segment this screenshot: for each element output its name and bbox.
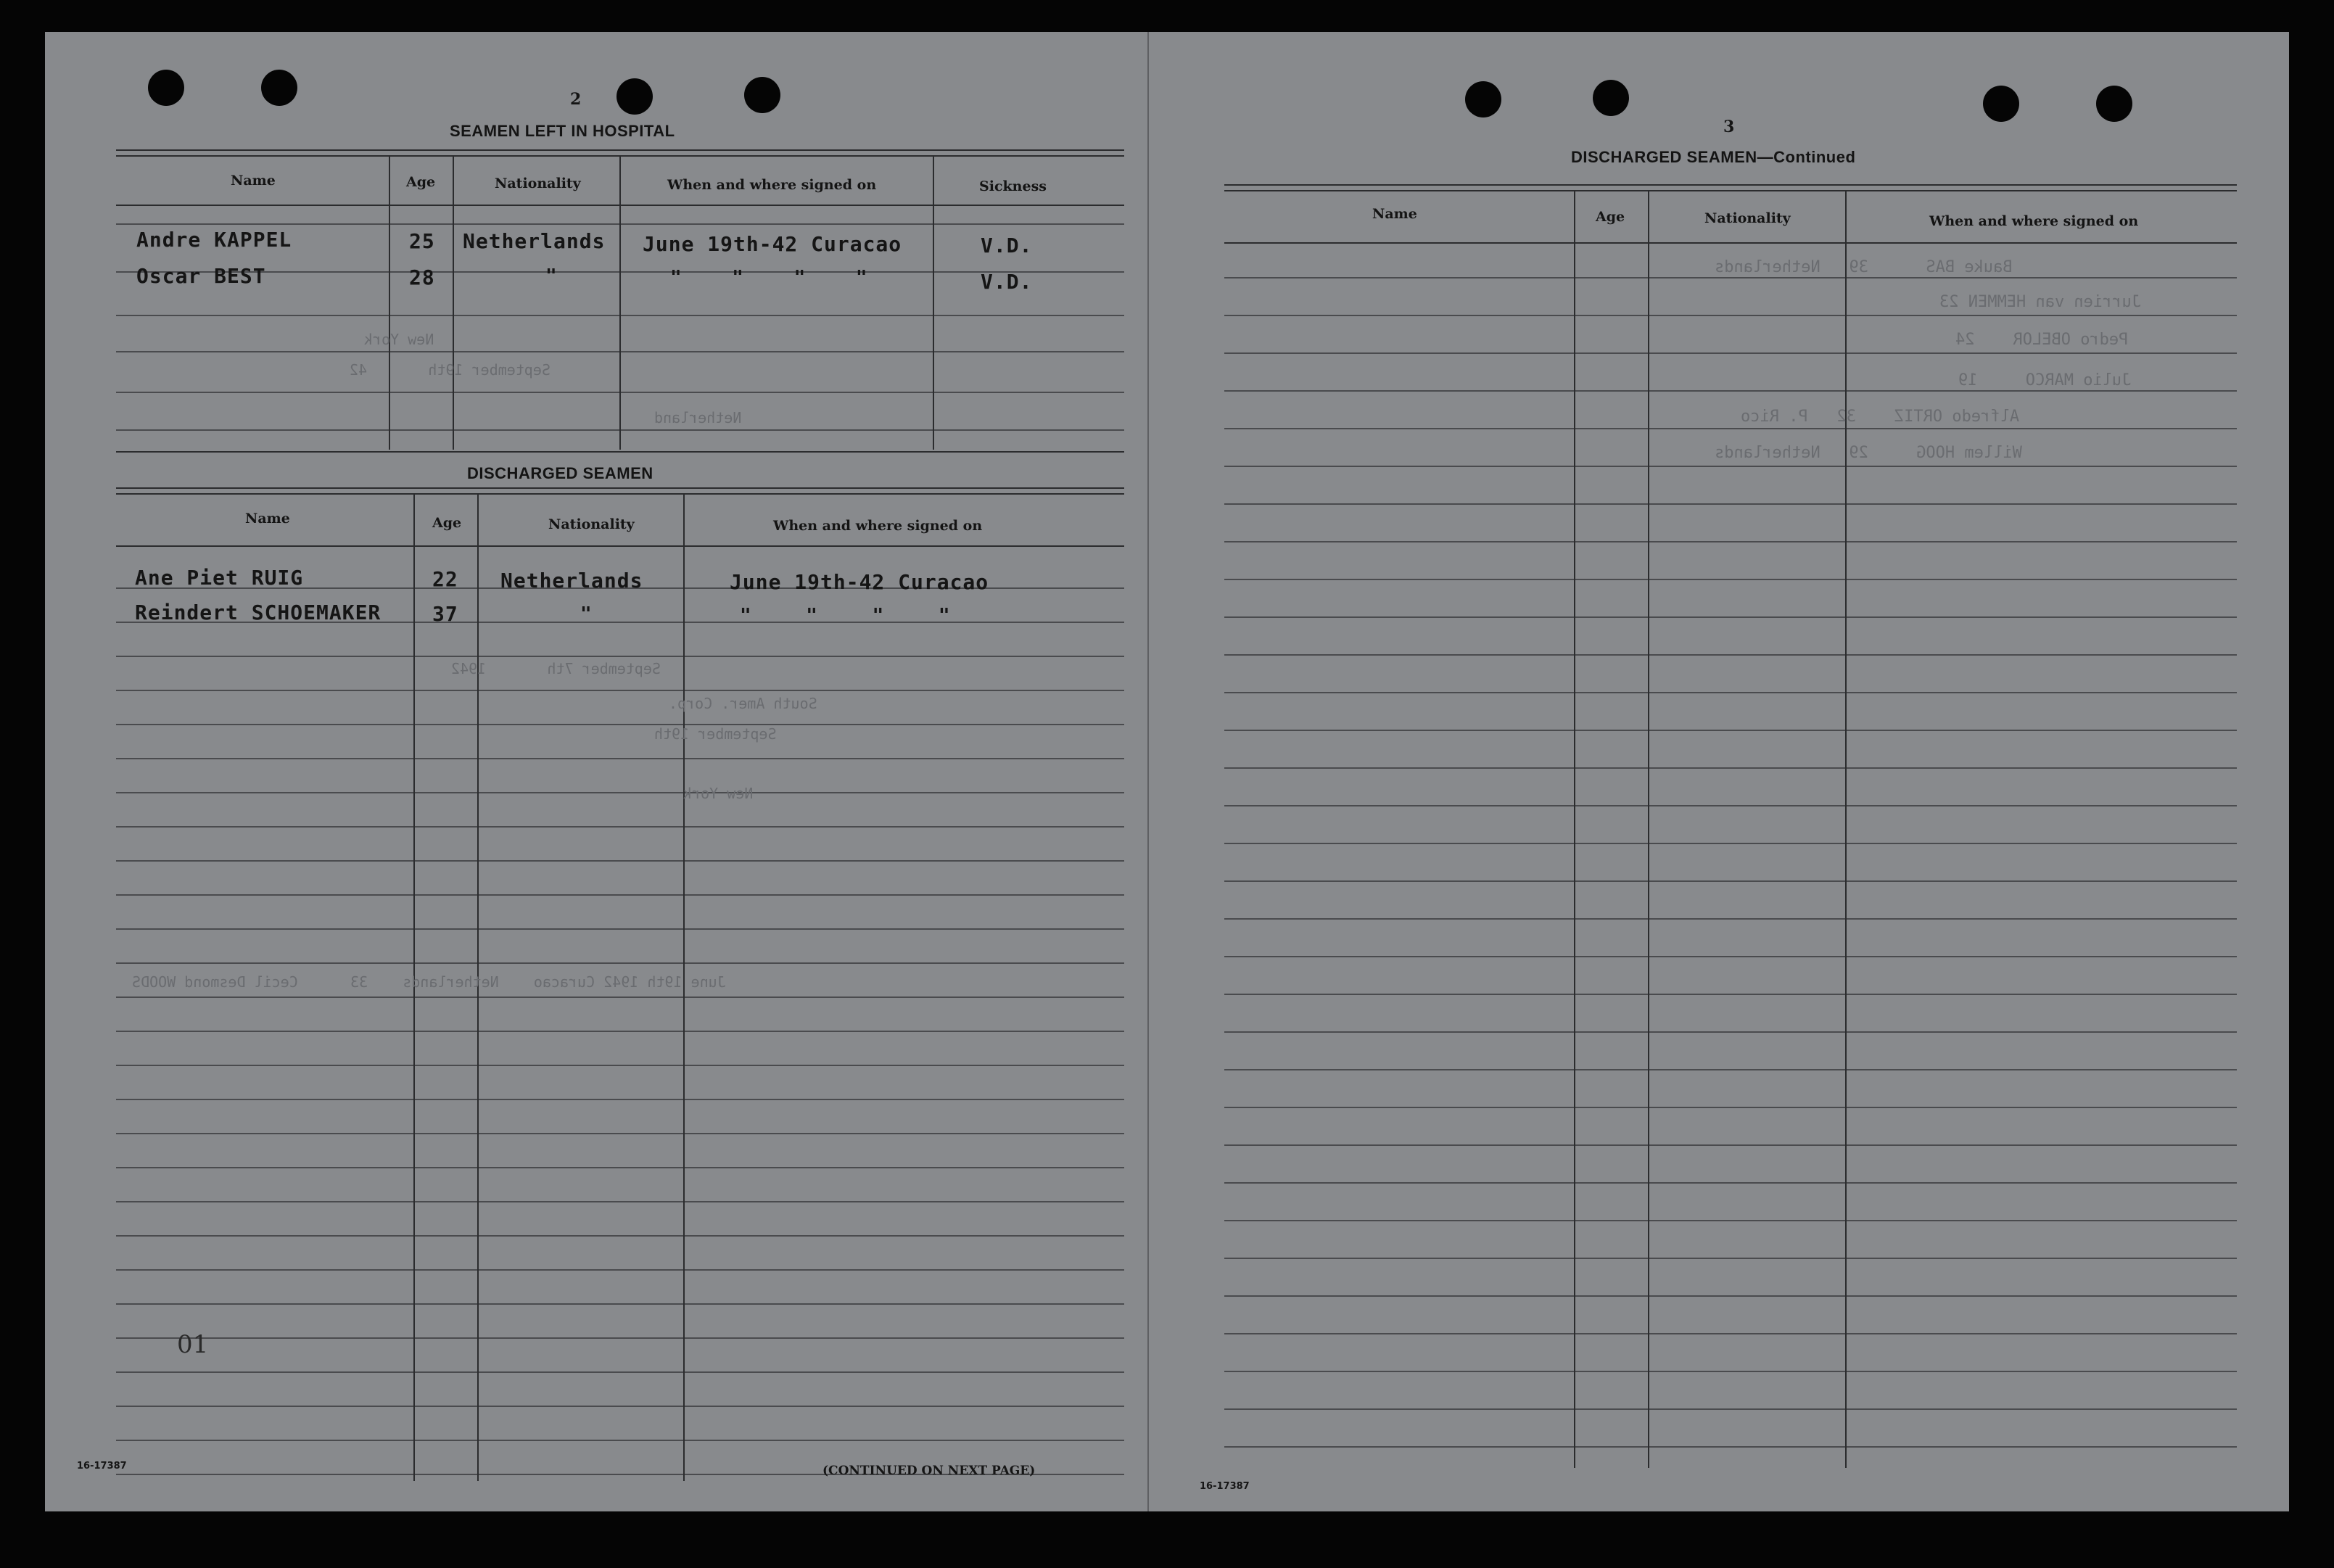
show-through-text: September 19th [654, 725, 777, 743]
column-header-signed-on: When and where signed on [667, 177, 877, 193]
hospital-row-age: 25 [409, 229, 435, 253]
ledger-rule [1224, 466, 2237, 467]
punch-hole [1593, 80, 1629, 116]
punch-hole [261, 70, 297, 106]
show-through-text: September 7th 1942 [451, 660, 661, 677]
ledger-rule [116, 792, 1124, 793]
ledger-rule [1224, 390, 2237, 392]
hospital-row-name: Oscar BEST [136, 264, 266, 288]
section-title-discharged: DISCHARGED SEAMEN [467, 464, 653, 482]
show-through-text: Pedro OBELOR 24 [1955, 331, 2129, 349]
show-through-text: South Amer. Corp. [669, 695, 817, 712]
ledger-rule [1224, 767, 2237, 769]
ledger-rule [1224, 579, 2237, 580]
hospital-row-sickness: V.D. [981, 234, 1033, 257]
show-through-text: June 19th 1942 Curacao Netherlands 33 Cecil Desmond WOODS [132, 973, 726, 991]
ledger-rule [116, 1133, 1124, 1134]
column-header-name: Name [1372, 206, 1417, 222]
column-header-age: Age [406, 174, 436, 190]
ledger-rule [116, 894, 1124, 896]
ledger-rule [116, 860, 1124, 862]
discharged-row-nationality: " [580, 603, 592, 625]
ledger-rule [1224, 843, 2237, 844]
punch-hole [148, 70, 184, 106]
ledger-rule [116, 826, 1124, 828]
hospital-row-nationality: Netherlands [463, 229, 606, 253]
ledger-rule [116, 1065, 1124, 1066]
ledger-rule [1224, 1295, 2237, 1297]
column-header-nationality: Nationality [495, 176, 581, 191]
page-number: 2 [570, 90, 582, 109]
show-through-text: New York [364, 331, 434, 348]
ledger-rule [1224, 616, 2237, 618]
ledger-rule [1224, 352, 2237, 354]
show-through-text: Alfredo ORTIZ 32 P. Rico [1741, 408, 2020, 426]
ledger-rule [116, 758, 1124, 759]
column-header-name: Name [231, 173, 276, 189]
show-through-text: Julio MARCO 19 [1958, 371, 2132, 389]
ledger-rule [1224, 956, 2237, 957]
discharged-row-signed-on: June 19th-42 Curacao [730, 570, 989, 594]
ledger-rule [1224, 541, 2237, 542]
punch-hole [2096, 86, 2132, 122]
ledger-rule [116, 1303, 1124, 1305]
continued-note: (CONTINUED ON NEXT PAGE) [822, 1464, 1036, 1478]
ledger-rule [116, 1337, 1124, 1339]
discharged-row-name: Reindert SCHOEMAKER [135, 601, 382, 624]
discharged-row-signed-on: " " " " [740, 605, 950, 627]
hospital-row-sickness: V.D. [981, 270, 1033, 294]
ledger-rule [116, 1201, 1124, 1202]
ledger-rule [1224, 1182, 2237, 1184]
column-header-name: Name [245, 511, 290, 527]
ledger-rule [116, 1167, 1124, 1168]
ledger-rule [116, 1269, 1124, 1271]
show-through-text: Jurrien van HEMMEN 23 [1939, 293, 2142, 311]
punch-hole [744, 77, 780, 113]
ledger-rule [1224, 880, 2237, 882]
ledger-rule [1224, 918, 2237, 920]
hospital-row-name: Andre KAPPEL [136, 228, 292, 252]
show-through-text: New York [683, 785, 754, 802]
ledger-rule [116, 1406, 1124, 1407]
section-title-discharged-continued: DISCHARGED SEAMEN—Continued [1571, 148, 1856, 166]
ledger-rule [116, 690, 1124, 691]
ledger-rule [116, 996, 1124, 998]
show-through-text: September 19th 42 [350, 361, 550, 379]
hospital-row-signed-on: " " " " [670, 267, 867, 289]
ledger-rule [1224, 692, 2237, 693]
discharged-row-nationality: Netherlands [500, 569, 643, 593]
form-code: 16-17387 [1200, 1481, 1250, 1492]
ledger-rule [116, 724, 1124, 725]
ledger-rule [1224, 1371, 2237, 1372]
column-header-signed-on: When and where signed on [773, 518, 983, 534]
ledger-rule [1224, 1069, 2237, 1070]
ledger-rule [116, 962, 1124, 964]
ledger-rule [1224, 1144, 2237, 1146]
ledger-rule [1224, 805, 2237, 806]
ledger-rule [1224, 654, 2237, 656]
punch-hole [1465, 81, 1501, 117]
show-through-text: Willem HOOG 29 Netherlands [1715, 444, 2022, 462]
column-header-nationality: Nationality [1704, 210, 1791, 226]
ledger-rule [1224, 1408, 2237, 1410]
discharged-row-age: 22 [432, 567, 458, 591]
ledger-rule [1224, 1446, 2237, 1448]
form-code: 16-17387 [77, 1461, 127, 1472]
hospital-row-signed-on: June 19th-42 Curacao [643, 232, 902, 256]
ledger-rule [1224, 1333, 2237, 1334]
pencil-mark: 01 [177, 1330, 209, 1359]
ledger-rule [1224, 1220, 2237, 1221]
column-header-nationality: Nationality [548, 516, 635, 532]
ledger-rule [116, 1440, 1124, 1441]
ledger-rule [116, 928, 1124, 930]
punch-hole [617, 78, 653, 115]
ledger-rule [1224, 1031, 2237, 1033]
right-page [1149, 32, 2289, 1511]
left-page [45, 32, 1149, 1511]
hospital-row-nationality: " [545, 265, 557, 287]
ledger-rule [1224, 1107, 2237, 1108]
show-through-text: Bauke BAS 39 Netherlands [1715, 258, 2013, 276]
ledger-rule [1224, 315, 2237, 316]
ledger-rule [1224, 428, 2237, 429]
punch-hole [1983, 86, 2019, 122]
ledger-rule [1224, 994, 2237, 995]
ledger-rule [116, 1031, 1124, 1032]
ledger-rule [1224, 503, 2237, 505]
column-header-age: Age [1596, 209, 1625, 225]
section-title-hospital: SEAMEN LEFT IN HOSPITAL [450, 122, 675, 140]
discharged-row-name: Ane Piet RUIG [135, 566, 304, 590]
show-through-text: Netherland [654, 409, 742, 426]
ledger-rule [1224, 277, 2237, 278]
page-number: 3 [1723, 117, 1735, 136]
ledger-rule [116, 1099, 1124, 1100]
ledger-rule [116, 1235, 1124, 1237]
table-top-rule [116, 149, 1124, 151]
ledger-rule [116, 1371, 1124, 1373]
column-header-age: Age [432, 515, 462, 531]
column-header-signed-on: When and where signed on [1929, 213, 2139, 229]
ledger-rule [1224, 1258, 2237, 1259]
ledger-rule [116, 656, 1124, 657]
column-header-sickness: Sickness [979, 178, 1047, 194]
discharged-row-age: 37 [432, 602, 458, 626]
hospital-row-age: 28 [409, 265, 435, 289]
ledger-rule [1224, 730, 2237, 731]
